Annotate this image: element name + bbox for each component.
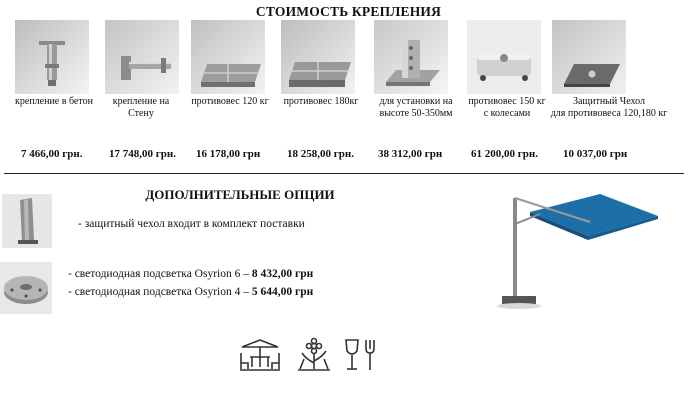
product-caption: противовес 180кг <box>283 96 359 107</box>
product-price: 16 178,00 грн <box>196 148 261 160</box>
wall-mount-image <box>105 20 179 94</box>
led-light-image <box>0 262 52 314</box>
product-price: 17 748,00 грн. <box>109 148 176 160</box>
counterweight-180-image <box>281 20 355 94</box>
product-caption: крепление в бетон <box>15 96 93 107</box>
product-caption: противовес 150 кг с колесами <box>468 96 546 119</box>
product-price: 7 466,00 грн. <box>21 148 83 160</box>
page-title: СТОИМОСТЬ КРЕПЛЕНИЯ <box>255 4 442 19</box>
led-osyrion6-line: - светодиодная подсветка Osyrion 6 – 8 432,00 грн <box>68 268 314 280</box>
product-price: 61 200,00 грн. <box>471 148 538 160</box>
flower-garden-icon <box>296 337 332 378</box>
cover-note: - защитный чехол входит в комплект поставки <box>78 218 305 230</box>
counterweight-120-image <box>191 20 265 94</box>
options-title: ДОПОЛНИТЕЛЬНЫЕ ОПЦИИ <box>145 187 335 202</box>
product-price: 18 258,00 грн. <box>287 148 354 160</box>
product-caption: для установки на высоте 50-350мм <box>379 96 453 119</box>
wheeled-counterweight-image <box>467 20 541 94</box>
concrete-mount-image <box>15 20 89 94</box>
product-price: 38 312,00 грн <box>378 148 443 160</box>
dining-glass-fork-icon <box>342 337 378 378</box>
cantilever-umbrella-image <box>490 184 670 314</box>
product-caption: Защитный Чехол для противовеса 120,180 кг <box>550 96 668 119</box>
section-divider <box>4 173 684 174</box>
outdoor-furniture-icon <box>238 337 282 378</box>
product-caption: крепление на Стену <box>112 96 170 119</box>
product-price: 10 037,00 грн <box>563 148 628 160</box>
protective-cover-image <box>552 20 626 94</box>
led-osyrion4-line: - светодиодная подсветка Osyrion 4 – 5 644,00 грн <box>68 286 314 298</box>
cover-image <box>2 194 52 248</box>
height-mount-image <box>374 20 448 94</box>
product-caption: противовес 120 кг <box>191 96 269 107</box>
